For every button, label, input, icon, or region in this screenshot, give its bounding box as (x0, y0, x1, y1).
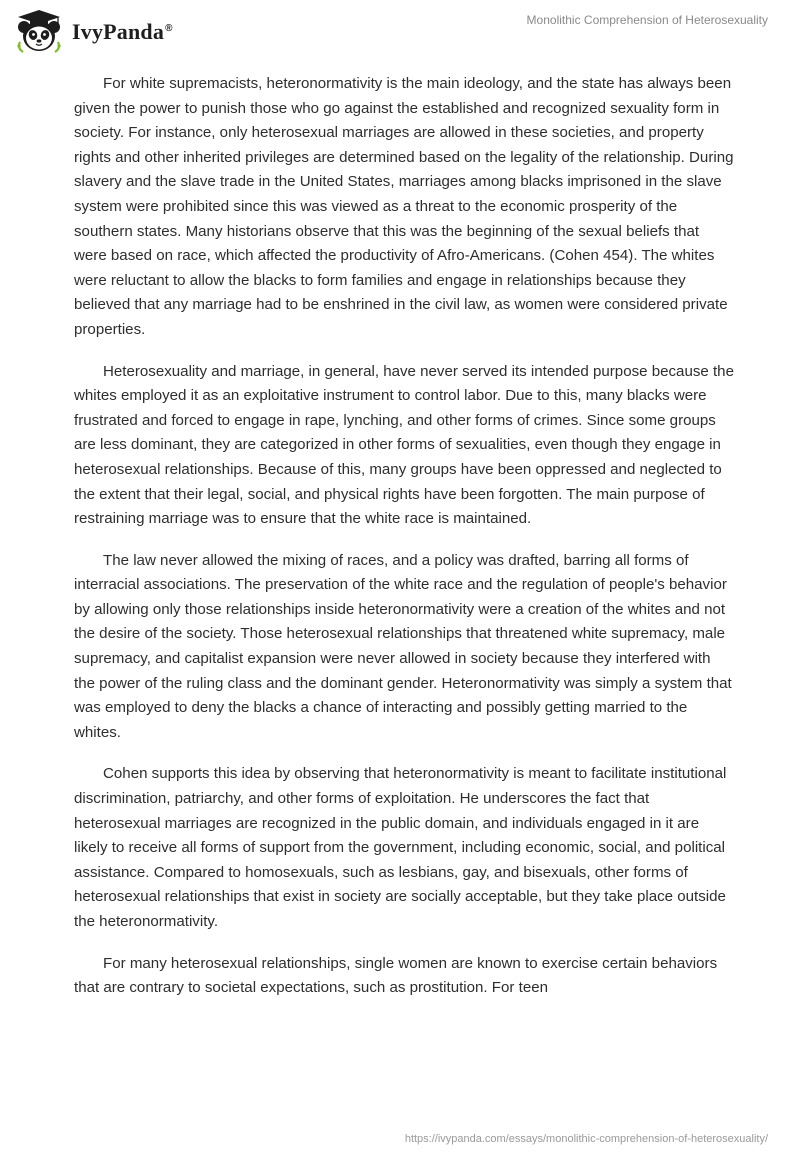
paragraph-4: Cohen supports this idea by observing that heteronormativity is meant to facilitate institutional discrimination, patriarchy, and other forms of exploitation. He underscores the fact that heterosexual marriages are recognized in the public domain, and individuals engaged in it are likely to receive all forms of support from the government, including economic, social, and political assistance. Compared to homosexuals, such as lesbians, gay, and bisexuals, other forms of heterosexual relationships that exist in society are socially acceptable, but they take place outside the heteronormativity. (74, 765, 727, 930)
document-title: Monolithic Comprehension of Heterosexuality (526, 13, 768, 27)
source-url-link[interactable]: https://ivypanda.com/essays/monolithic-comprehension-of-heterosexuality/ (404, 1133, 768, 1145)
registered-mark: ® (165, 22, 173, 34)
paragraph-5: For many heterosexual relationships, single women are known to exercise certain behaviors that are contrary to societal expectations, such as prostitution. For teen (74, 954, 718, 997)
page-header (0, 0, 800, 60)
paragraph-3: The law never allowed the mixing of races, and a policy was drafted, barring all forms of interracial associations. The preservation of the white race and the regulation of people's behavior by allowing only those relationships inside heteronormativity were a creation of the whites and not the desire of the society. Those heterosexual relationships that threatened white supremacy, male supremacy, and capitalist expansion were never allowed in society because they interfered with the power of the ruling class and the dominant gender. Heteronormativity was simply a system that was employed to deny the blacks a chance of interacting and possibly getting married to the whites. (74, 551, 732, 741)
paragraph-1: For white supremacists, heteronormativity is the main ideology, and the state has always been given the power to punish those who go against the established and recognized sexuality form in society. For instance, only heterosexual marriages are allowed in these societies, and property rights and other inherited privileges are determined based on the legality of the relationship. During slavery and the slave trade in the United States, marriages among blacks imprisoned in the slave system were prohibited since this was viewed as a threat to the economic prosperity of the southern states. Many historians observe that this was the beginning of the sexual beliefs that were based on race, which affected the productivity of Afro-Americans. (Cohen 454). The whites were reluctant to allow the blacks to form families and engage in relationships because they believed that any marriage had to be enshrined in the civil law, as women were considered private properties. (74, 75, 734, 338)
brand-name: IvyPanda® (72, 19, 173, 44)
panda-graduate-icon (14, 8, 64, 54)
paragraph-2: Heterosexuality and marriage, in general, have never served its intended purpose because the whites employed it as an exploitative instrument to control labor. Due to this, many blacks were frustrated and forced to engage in rape, lynching, and other forms of crimes. Since some groups are less dominant, they are categorized in other forms of sexualities, even though they engage in heterosexual relationships. Because of this, many groups have been oppressed and neglected to the extent that their legal, social, and physical rights have been forgotten. The main purpose of restraining marriage was to ensure that the white race is maintained. (74, 362, 734, 528)
brand-logo[interactable] (14, 8, 173, 54)
essay-body (74, 72, 734, 1018)
